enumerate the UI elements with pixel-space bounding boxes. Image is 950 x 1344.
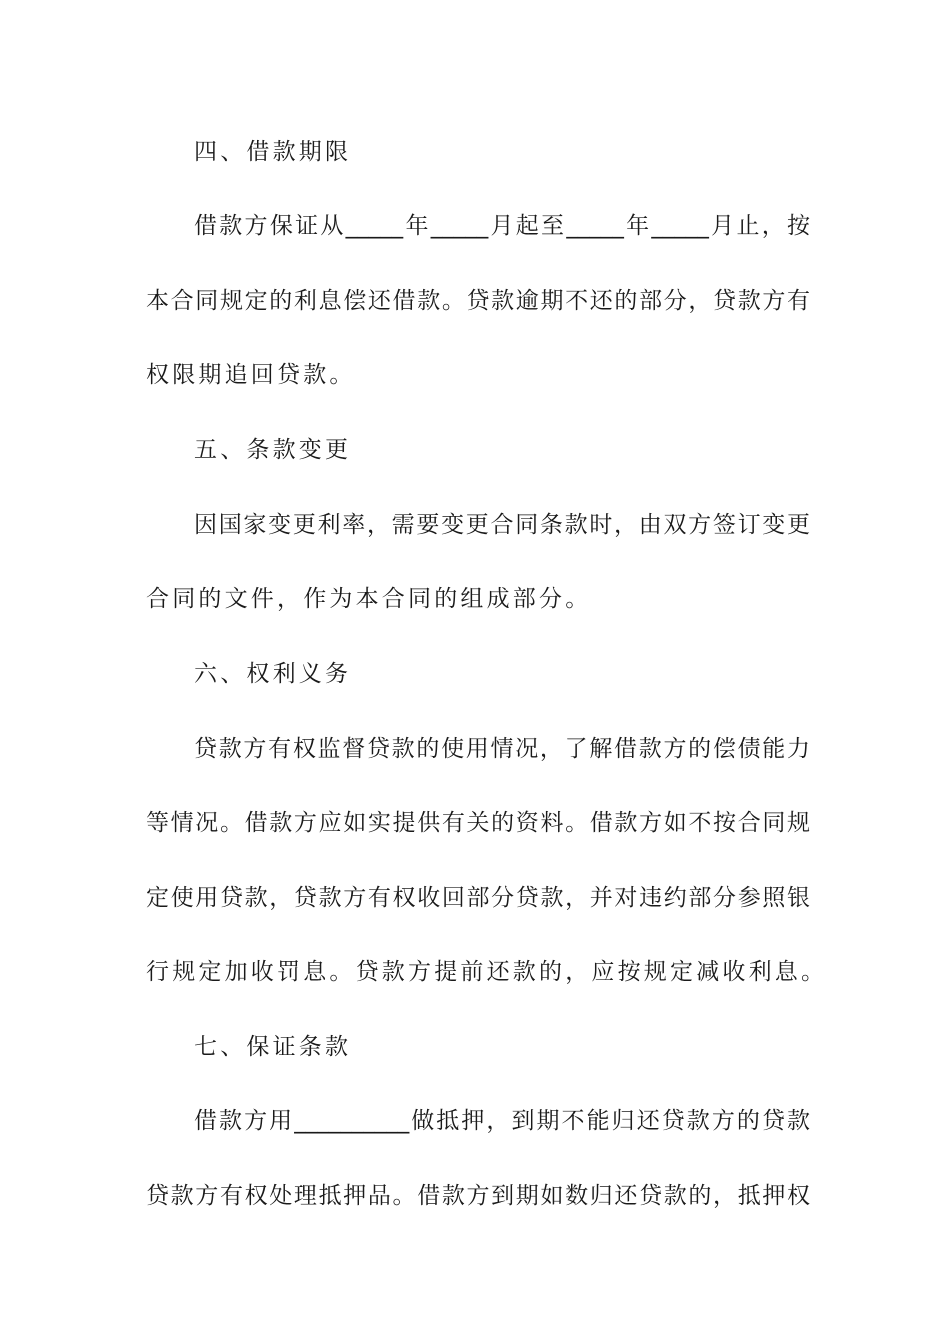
paragraph-line: 借款方用__________做抵押，到期不能归还贷款方的贷款 [194,1108,810,1134]
paragraph-line: 贷款方有权监督贷款的使用情况，了解借款方的偿债能力 [194,736,810,762]
section-heading-guarantee: 七、保证条款 [194,1034,352,1060]
paragraph-line: 本合同规定的利息偿还借款。贷款逾期不还的部分，贷款方有 [146,288,810,314]
paragraph-line: 行规定加收罚息。贷款方提前还款的，应按规定减收利息。 [146,959,828,985]
paragraph-line: 权限期追回贷款。 [146,362,356,388]
paragraph-line: 借款方保证从_____年_____月起至_____年_____月止，按 [194,213,810,239]
paragraph-line: 定使用贷款，贷款方有权收回部分贷款，并对违约部分参照银 [146,885,810,911]
section-heading-term: 四、借款期限 [194,139,352,165]
section-heading-rights: 六、权利义务 [194,661,352,687]
paragraph-line: 因国家变更利率，需要变更合同条款时，由双方签订变更 [194,512,810,538]
paragraph-line: 合同的文件，作为本合同的组成部分。 [146,586,592,612]
paragraph-line: 等情况。借款方应如实提供有关的资料。借款方如不按合同规 [146,810,810,836]
section-heading-changes: 五、条款变更 [194,437,352,463]
paragraph-line: 贷款方有权处理抵押品。借款方到期如数归还贷款的，抵押权 [146,1183,810,1209]
